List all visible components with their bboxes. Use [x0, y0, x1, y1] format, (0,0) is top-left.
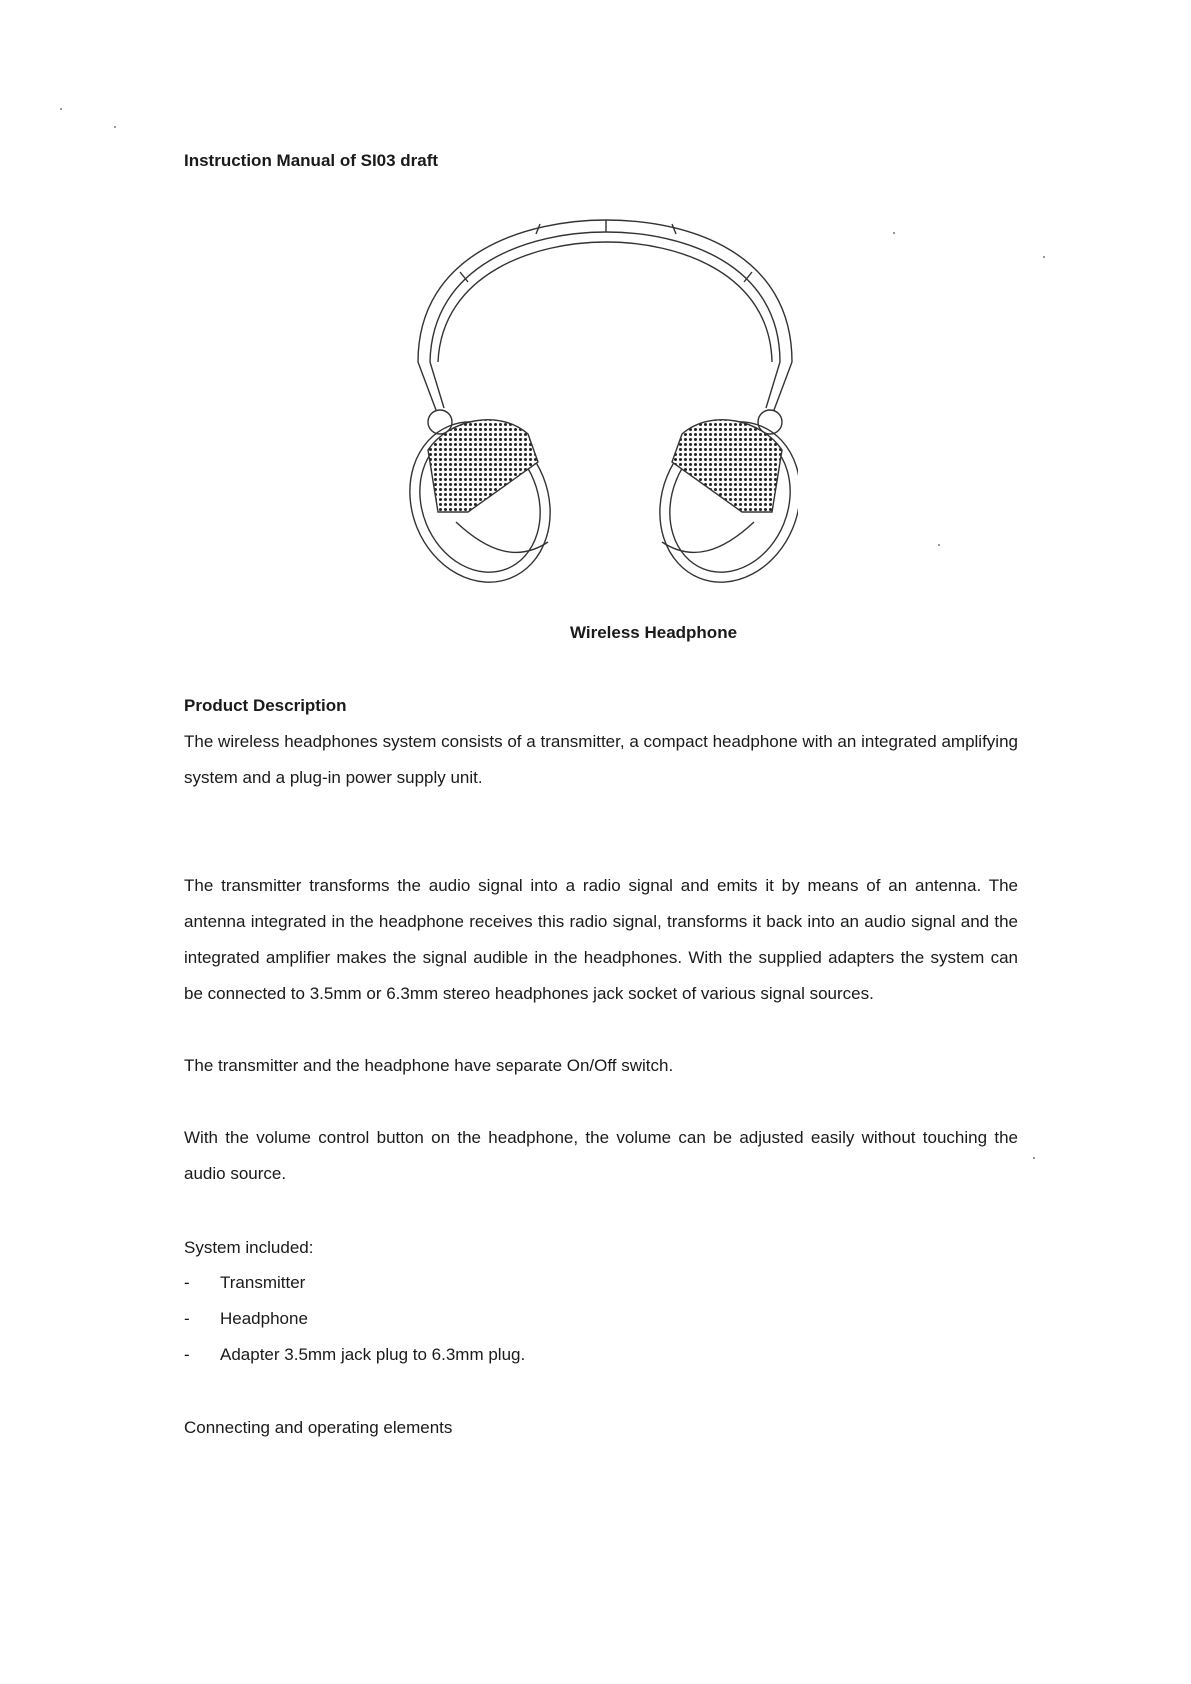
- headphone-illustration-icon: [408, 212, 798, 592]
- scan-speck: [1043, 256, 1045, 258]
- system-included-heading: System included:: [184, 1238, 314, 1257]
- paragraph: The transmitter and the headphone have separate On/Off switch.: [184, 1056, 674, 1075]
- list-item: - Headphone: [184, 1309, 308, 1328]
- product-description-heading: Product Description: [184, 696, 347, 715]
- list-item: - Adapter 3.5mm jack plug to 6.3mm plug.: [184, 1345, 526, 1364]
- scan-speck: [114, 126, 116, 128]
- scan-speck: [60, 108, 62, 110]
- paragraph: The transmitter transforms the audio signal into a radio signal and emits it by means of an antenna. The antenna integrated in the headphone receives this radio signal, transforms it back into an audio signal and the integrated amplifier makes the signal audible in the headphones. With the supplied adapters the system can be connected to 3.5mm or 6.3mm stereo headphones jack socket of various signal sources.: [184, 876, 1018, 1003]
- scan-speck: [1033, 1157, 1035, 1159]
- paragraph: The wireless headphones system consists of a transmitter, a compact headphone with an integrated amplifying system and a plug-in power supply unit.: [184, 732, 1018, 787]
- system-included-list: [184, 1265, 525, 1373]
- scan-speck: [938, 544, 940, 546]
- connecting-elements-heading: Connecting and operating elements: [184, 1418, 453, 1437]
- figure-caption-text: Wireless Headphone: [569, 623, 738, 642]
- scan-speck: [893, 232, 895, 234]
- paragraph: With the volume control button on the headphone, the volume can be adjusted easily without touching the audio source.: [184, 1128, 1018, 1183]
- list-item: - Transmitter: [184, 1273, 306, 1292]
- figure-caption: [0, 623, 1191, 643]
- document-title: Instruction Manual of SI03 draft: [184, 151, 439, 170]
